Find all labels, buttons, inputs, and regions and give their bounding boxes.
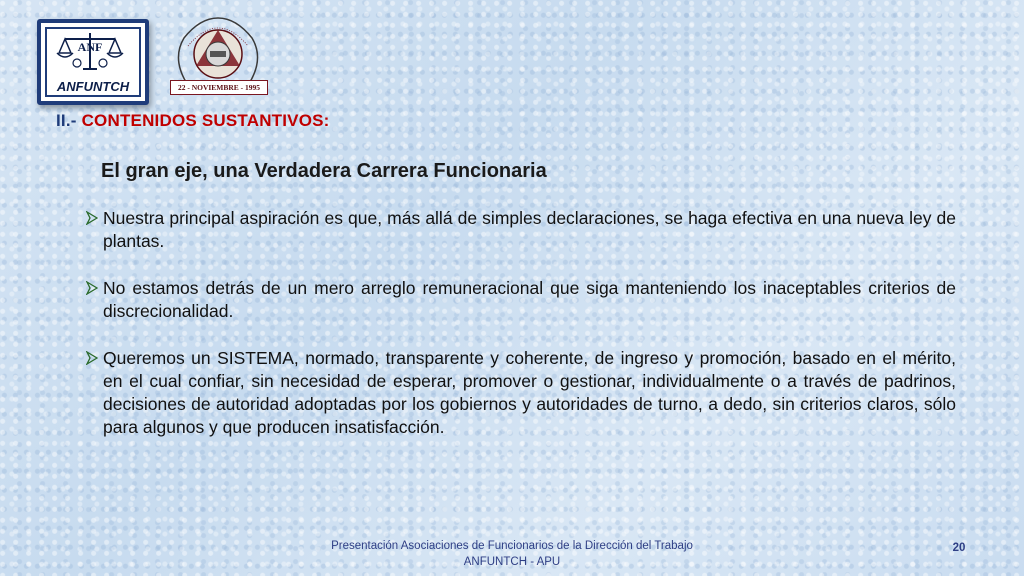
logo-emblem-text: ANF [77,40,103,54]
arrow-bullet-icon [86,281,98,295]
arrow-bullet-icon [86,351,98,365]
anfuntch-logo [37,19,149,105]
scales-emblem-icon [55,29,125,73]
arrow-bullet-icon [86,211,98,225]
list-item [86,347,956,439]
bullet-text: No estamos detrás de un mero arreglo remuneracional que siga manteniendo los inaceptables criterios de discrecionalidad. [103,278,956,321]
footer-line-1: Presentación Asociaciones de Funcionarios de la Dirección del Trabajo [331,540,693,552]
list-item [86,207,956,253]
footer-line-2: ANFUNTCH - APU [463,556,561,568]
bullet-list [86,207,956,463]
footer [0,538,1024,570]
page-number: 20 [952,542,966,554]
list-item [86,277,956,323]
main-heading: El gran eje, una Verdadera Carrera Funcionaria [101,160,547,182]
logo-name: ANFUNTCH [56,79,130,94]
section-number: II.- [56,111,77,130]
section-title: CONTENIDOS SUSTANTIVOS: [81,111,330,130]
bullet-text: Nuestra principal aspiración es que, más allá de simples declaraciones, se haga efectiva en una nueva ley de plantas. [103,208,956,251]
bullet-text: Queremos un SISTEMA, normado, transparente y coherente, de ingreso y promoción, basado en el mérito, en el cual confiar, sin necesidad de esperar, promover o gestionar, individualmente o a través de padrinos, decisiones de autoridad adoptadas por los gobiernos y autoridades de turno, a dedo, sin criterios claros, sólo para algunos y que producen insatisfacción. [103,348,956,437]
apu-logo [166,16,270,98]
logo-date: 22 - NOVIEMBRE - 1995 [170,80,268,95]
section-heading [56,111,330,131]
